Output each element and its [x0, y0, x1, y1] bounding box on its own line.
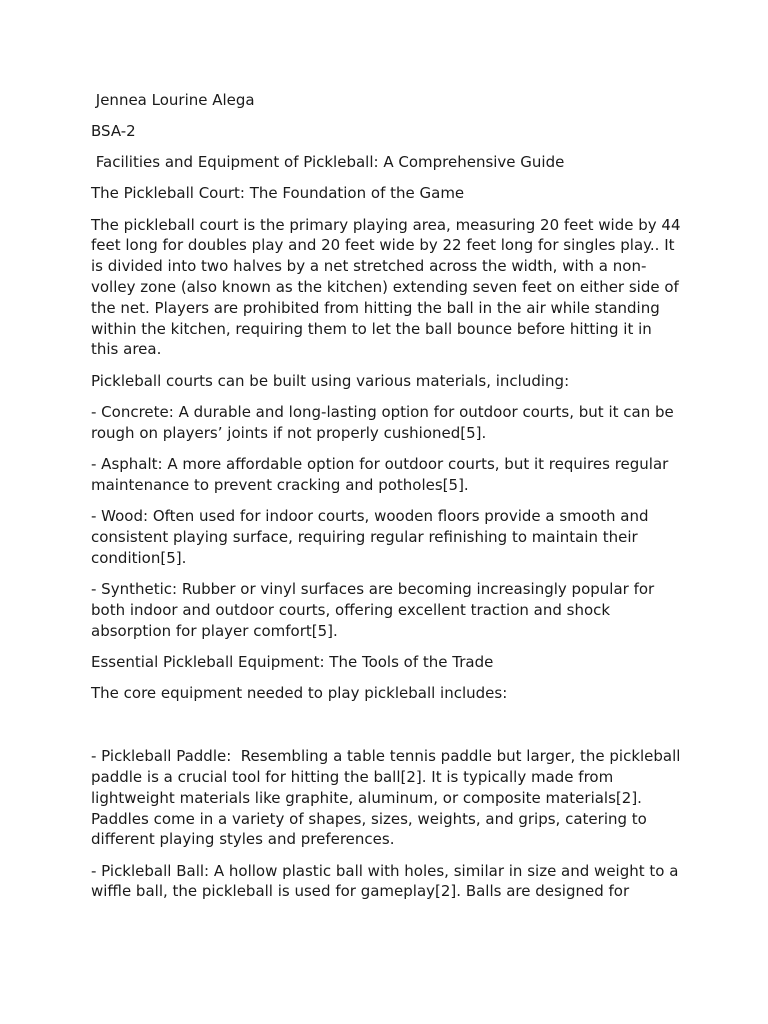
document-body	[91, 90, 686, 913]
material-item-wood: - Wood: Often used for indoor courts, wooden floors provide a smooth and consistent playing surface, requiring regular refinishing to maintain their condition[5].	[91, 507, 654, 567]
paragraph-equipment-intro: The core equipment needed to play pickleball includes:	[91, 684, 508, 703]
document-title: Facilities and Equipment of Pickleball: A Comprehensive Guide	[91, 153, 565, 172]
paragraph-court: The pickleball court is the primary playing area, measuring 20 feet wide by 44 feet long for doubles play and 20 feet wide by 22 feet long for singles play.. It is divided into two halves by a net stretched across the width, with a non-volley zone (also known as the kitchen) extending seven feet on either side of the net. Players are prohibited from hitting the ball in the air while standing within the kitchen, requiring them to let the ball bounce before hitting it in this area.	[91, 215, 686, 359]
paragraph-materials-intro: Pickleball courts can be built using various materials, including:	[91, 371, 570, 390]
material-item-synthetic: - Synthetic: Rubber or vinyl surfaces are becoming increasingly popular for both indoor and outdoor courts, offering excellent traction and shock absorption for player comfort[5].	[91, 580, 659, 640]
material-item-asphalt: - Asphalt: A more affordable option for outdoor courts, but it requires regular maintenance to prevent cracking and potholes[5].	[91, 455, 674, 494]
heading-court: The Pickleball Court: The Foundation of the Game	[91, 184, 465, 203]
material-item-concrete: - Concrete: A durable and long-lasting option for outdoor courts, but it can be rough on players’ joints if not properly cushioned[5].	[91, 403, 679, 442]
author-name: Jennea Lourine Alega	[91, 91, 255, 109]
equipment-item-ball: - Pickleball Ball: A hollow plastic ball with holes, similar in size and weight to a wiffle ball, the pickleball is used for gameplay[2]. Balls are designed for	[91, 861, 684, 901]
equipment-item-paddle: - Pickleball Paddle: Resembling a table tennis paddle but larger, the pickleball paddle is a crucial tool for hitting the ball[2]. It is typically made from lightweight materials like graphite, aluminum, or composite materials[2]. Paddles come in a variety of shapes, sizes, weights, and grips, catering to different playing styles and preferences.	[91, 747, 686, 849]
section-label: BSA-2	[91, 121, 136, 140]
heading-equipment: Essential Pickleball Equipment: The Tools of the Trade	[91, 653, 494, 672]
